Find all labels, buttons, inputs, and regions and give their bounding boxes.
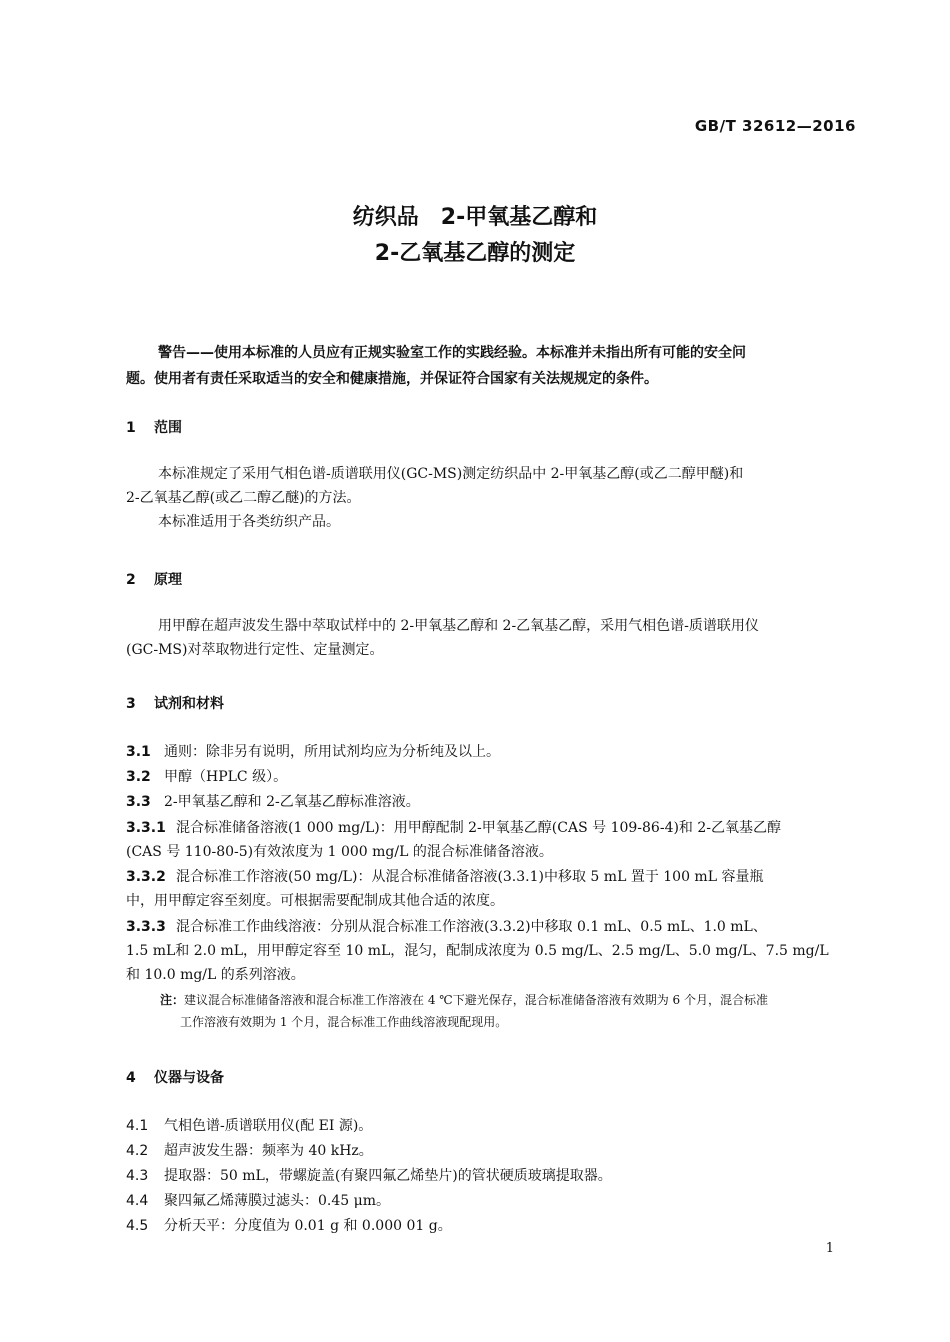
section-2-body [126, 614, 860, 662]
clause-text-continued: 中，用甲醇定容至刻度。可根据需要配制成其他合适的浓度。 [126, 893, 504, 909]
standard-code: GB/T 32612—2016 [694, 117, 856, 135]
paragraph-line: 用甲醇在超声波发生器中萃取试样中的 2-甲氧基乙醇和 2-乙氧基乙醇，采用气相色谱-质谱联用仪 [158, 618, 759, 634]
clause-text-continued: 和 10.0 mg/L 的系列溶液。 [126, 967, 305, 983]
note-text: 建议混合标准储备溶液和混合标准工作溶液在 4 ℃下避光保存，混合标准储备溶液有效期为 6 个月，混合标准 [184, 993, 768, 1007]
clause-text: 混合标准储备溶液(1 000 mg/L)：用甲醇配制 2-甲氧基乙醇(CAS 号 109-86-4)和 2-乙氧基乙醇 [176, 820, 782, 836]
clause-text-continued: (CAS 号 110-80-5)有效浓度为 1 000 mg/L 的混合标准储备溶液。 [126, 844, 553, 860]
section-title: 试剂和材料 [154, 696, 224, 712]
clause-number: 3.2 [126, 769, 151, 785]
note-text-continued: 工作溶液有效期为 1 个月，混合标准工作曲线溶液现配现用。 [180, 1015, 508, 1029]
paragraph-line: 本标准适用于各类纺织产品。 [158, 514, 340, 530]
clause-number: 3.3.1 [126, 820, 166, 836]
clause-number: 4.1 [126, 1118, 149, 1134]
paragraph-line: (GC-MS)对萃取物进行定性、定量测定。 [126, 642, 384, 658]
clause-4-3 [126, 1164, 860, 1188]
section-2-heading [126, 569, 182, 589]
clause-number: 4.4 [126, 1193, 149, 1209]
clause-3-1 [126, 740, 860, 764]
warning-line1: 警告——使用本标准的人员应有正规实验室工作的实践经验。本标准并未指出所有可能的安全问 [158, 345, 746, 361]
clause-number: 4.3 [126, 1168, 149, 1184]
clause-number: 4.2 [126, 1143, 149, 1159]
clause-text: 提取器：50 mL，带螺旋盖(有聚四氟乙烯垫片)的管状硬质玻璃提取器。 [164, 1168, 612, 1184]
clause-text: 分析天平：分度值为 0.01 g 和 0.000 01 g。 [164, 1218, 452, 1234]
section-number: 4 [126, 1070, 136, 1086]
clause-text: 气相色谱-质谱联用仪(配 EI 源)。 [164, 1118, 373, 1134]
clause-3-3-2 [126, 865, 860, 913]
clause-4-4 [126, 1189, 860, 1213]
clause-3-3-3 [126, 915, 860, 987]
section-number: 3 [126, 696, 136, 712]
clause-3-2 [126, 765, 860, 789]
document-title-line1: 纺织品 2-甲氧基乙醇和 [352, 205, 598, 230]
clause-text: 聚四氟乙烯薄膜过滤头：0.45 μm。 [164, 1193, 390, 1209]
clause-4-1 [126, 1114, 860, 1138]
section-4-heading [126, 1067, 224, 1087]
section-number: 1 [126, 420, 136, 436]
clause-4-2 [126, 1139, 860, 1163]
clause-text: 超声波发生器：频率为 40 kHz。 [164, 1143, 373, 1159]
clause-text: 2-甲氧基乙醇和 2-乙氧基乙醇标准溶液。 [164, 794, 420, 810]
clause-text: 甲醇（HPLC 级）。 [164, 769, 288, 785]
paragraph-line: 2-乙氧基乙醇(或乙二醇乙醚)的方法。 [126, 490, 361, 506]
document-title-line2: 2-乙氧基乙醇的测定 [374, 241, 576, 266]
section-1-heading [126, 417, 182, 437]
clause-number: 3.3.2 [126, 869, 166, 885]
warning-block [126, 340, 858, 392]
note-block [160, 989, 860, 1033]
paragraph-line: 本标准规定了采用气相色谱-质谱联用仪(GC-MS)测定纺织品中 2-甲氧基乙醇(或乙二醇甲醚)和 [158, 466, 744, 482]
note-label: 注： [160, 993, 185, 1007]
clause-4-5 [126, 1214, 860, 1238]
section-1-body [126, 462, 860, 534]
clause-text: 通则：除非另有说明，所用试剂均应为分析纯及以上。 [164, 744, 500, 760]
section-title: 范围 [154, 420, 182, 436]
clause-number: 3.1 [126, 744, 151, 760]
clause-number: 3.3 [126, 794, 151, 810]
clause-text-continued: 1.5 mL和 2.0 mL，用甲醇定容至 10 mL，混匀，配制成浓度为 0.5 mg/L、2.5 mg/L、5.0 mg/L、7.5 mg/L [126, 943, 829, 959]
page-number: 1 [825, 1241, 834, 1256]
section-title: 原理 [154, 572, 182, 588]
clause-text: 混合标准工作曲线溶液：分别从混合标准工作溶液(3.3.2)中移取 0.1 mL、0.5 mL、1.0 mL、 [176, 919, 767, 935]
clause-text: 混合标准工作溶液(50 mg/L)：从混合标准储备溶液(3.3.1)中移取 5 mL 置于 100 mL 容量瓶 [176, 869, 764, 885]
clause-3-3 [126, 790, 860, 814]
clause-3-3-1 [126, 816, 860, 864]
warning-line2: 题。使用者有责任采取适当的安全和健康措施，并保证符合国家有关法规规定的条件。 [126, 371, 658, 387]
section-title: 仪器与设备 [154, 1070, 224, 1086]
clause-number: 3.3.3 [126, 919, 166, 935]
section-3-heading [126, 693, 224, 713]
section-number: 2 [126, 572, 136, 588]
clause-number: 4.5 [126, 1218, 149, 1234]
